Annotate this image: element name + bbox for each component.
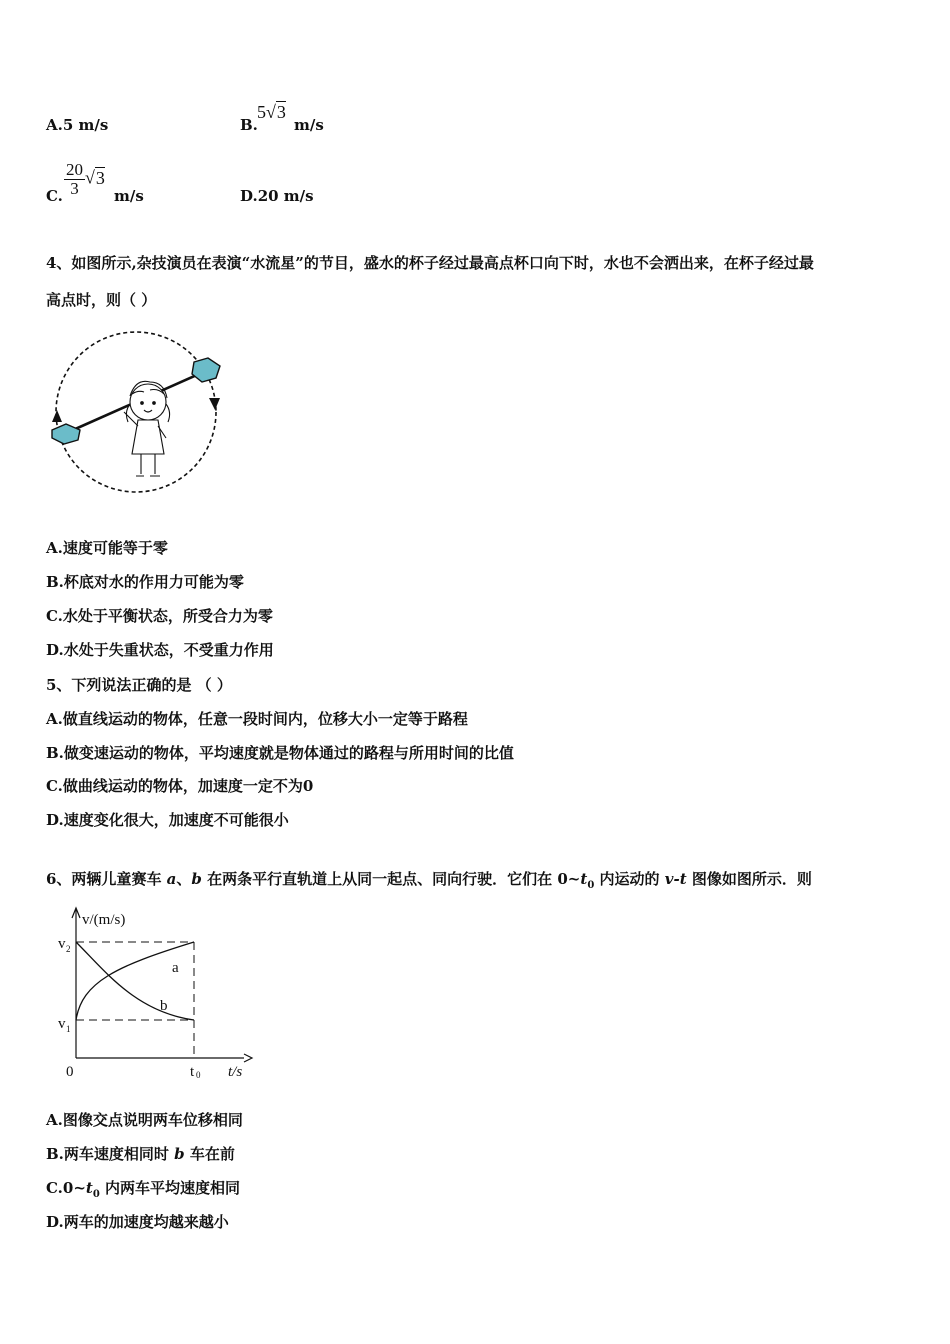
arrow-down-icon <box>209 398 220 410</box>
option-3a: A.5 m/s <box>46 116 109 134</box>
var-t: t <box>580 870 588 888</box>
option-3c-math <box>64 161 105 198</box>
option-3b-unit: m/s <box>294 116 324 134</box>
stem-text: 内运动的 <box>594 870 665 888</box>
stem-text: 图像如图所示．则 <box>686 870 812 888</box>
v2-label: v <box>58 936 66 952</box>
option-3b-math <box>257 102 286 123</box>
option-label: C. <box>46 1179 63 1197</box>
sqrt-expression: √3 <box>266 102 286 122</box>
question-4-stem-line2: 高点时，则（ ） <box>46 291 157 309</box>
option-5c <box>46 775 313 796</box>
fraction <box>64 161 85 198</box>
math-coefficient: 5 <box>257 102 266 122</box>
x-axis-arrow-icon <box>244 1054 252 1062</box>
v1-subscript: 1 <box>66 1024 71 1034</box>
v1-label: v <box>58 1016 66 1032</box>
water-meteor-figure <box>46 330 226 500</box>
option-6a: A.图像交点说明两车位移相同 <box>46 1111 243 1129</box>
option-6d: D.两车的加速度均越来越小 <box>46 1213 229 1231</box>
option-bold-digit: 0 <box>302 777 314 795</box>
curve-b-label: b <box>160 998 168 1014</box>
option-3d: D.20 m/s <box>240 187 314 205</box>
var-b: b <box>174 1145 185 1163</box>
x-axis-label: t/s <box>228 1064 243 1080</box>
option-4c: C.水处于平衡状态，所受合力为零 <box>46 607 273 625</box>
curve-a <box>76 942 194 1020</box>
vt-graph <box>46 902 256 1082</box>
option-text: 车在前 <box>184 1145 235 1163</box>
t0-label: t <box>190 1064 195 1080</box>
fraction-numerator: 20 <box>66 160 83 179</box>
subscript: 0 <box>92 1189 100 1200</box>
var-t: t <box>85 1179 93 1197</box>
option-5a: A.做直线运动的物体，任意一段时间内，位移大小一定等于路程 <box>46 710 468 728</box>
fraction-denominator: 3 <box>70 179 79 198</box>
curve-b <box>76 942 194 1020</box>
stem-text: 在两条平行直轨道上从同一起点、同向行驶．它们在 <box>201 870 558 888</box>
option-6c <box>46 1177 240 1200</box>
option-4b: B.杯底对水的作用力可能为零 <box>46 573 244 591</box>
option-text: B.两车速度相同时 <box>46 1145 175 1163</box>
sqrt-expression: √3 <box>85 167 105 188</box>
v2-subscript: 2 <box>66 944 71 954</box>
range-start: 0~ <box>62 1179 86 1197</box>
option-text: C.做曲线运动的物体，加速度一定不为 <box>46 777 303 795</box>
option-text: 内两车平均速度相同 <box>99 1179 241 1197</box>
sqrt-radicand: 3 <box>95 167 105 188</box>
stem-text: 6、两辆儿童赛车 <box>46 870 167 888</box>
option-4a: A.速度可能等于零 <box>46 539 168 557</box>
option-3c-label: C. <box>46 187 63 205</box>
option-5b: B.做变速运动的物体，平均速度就是物体通过的路程与所用时间的比值 <box>46 744 514 762</box>
var-a: a <box>166 870 177 888</box>
curve-a-label: a <box>172 960 179 976</box>
t0-subscript: 0 <box>196 1070 201 1080</box>
sqrt-radicand: 3 <box>276 102 286 122</box>
stem-text: 、 <box>176 870 192 888</box>
option-6b <box>46 1143 235 1164</box>
arrow-up-icon <box>52 410 62 422</box>
range-start: 0~ <box>557 870 581 888</box>
question-6-stem <box>46 868 812 891</box>
y-axis-label: v/(m/s) <box>82 912 126 928</box>
origin-label: 0 <box>66 1064 74 1080</box>
subscript: 0 <box>587 880 595 891</box>
option-5d: D.速度变化很大，加速度不可能很小 <box>46 811 289 829</box>
option-3c-unit: m/s <box>114 187 144 205</box>
cup-top <box>192 358 220 382</box>
option-4d: D.水处于失重状态，不受重力作用 <box>46 641 274 659</box>
performer <box>124 381 170 476</box>
question-4-stem-line1: 4、如图所示,杂技演员在表演“水流星”的节目，盛水的杯子经过最高点杯口向下时，水也不会洒出来，在杯子经过最 <box>46 254 814 272</box>
option-label: B. <box>240 116 258 134</box>
option-3b <box>240 116 258 134</box>
question-5-stem: 5、下列说法正确的是 （ ） <box>46 676 232 694</box>
var-b: b <box>191 870 202 888</box>
var-vt: v-t <box>664 870 687 888</box>
cup-bottom <box>52 424 80 444</box>
